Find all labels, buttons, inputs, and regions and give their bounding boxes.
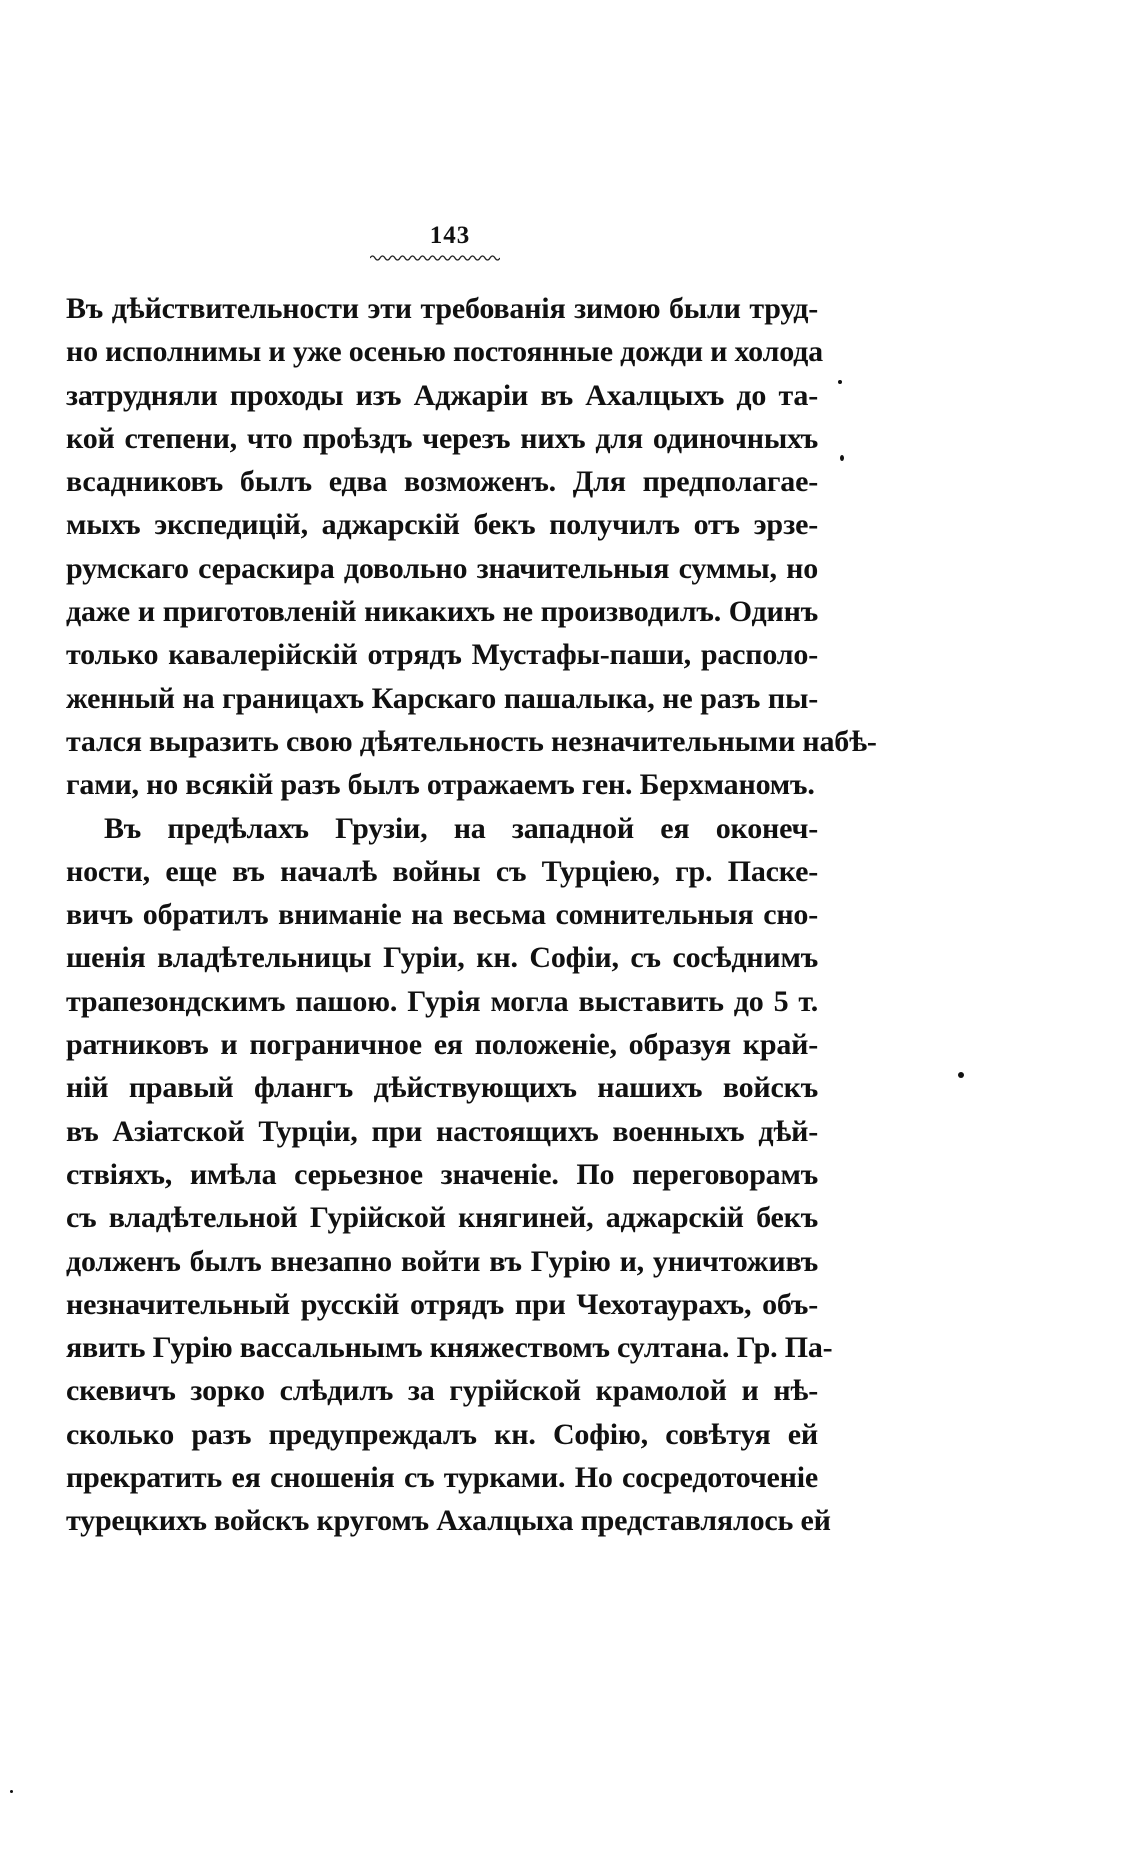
scan-speck: [10, 1790, 13, 1793]
text-line: тался выразить свою дѣятельность незначительными набѣ-: [66, 724, 877, 758]
text-line: ратниковъ и пограничное ея положеніе, образуя край-: [66, 1028, 818, 1062]
text-line: ности, еще въ началѣ войны съ Турціею, гр. Паске-: [66, 854, 818, 888]
text-line: ствіяхъ, имѣла серьезное значеніе. По переговорамъ: [66, 1157, 818, 1191]
text-line: румскаго сераскира довольно значительныя суммы, но: [66, 551, 818, 585]
text-line: шенія владѣтельницы Гуріи, кн. Софіи, съ сосѣднимъ: [66, 941, 818, 975]
scan-speck: [840, 455, 844, 461]
text-line: мыхъ экспедицій, аджарскій бекъ получилъ отъ эрзе-: [66, 508, 818, 542]
text-line: ній правый флангъ дѣйствующихъ нашихъ войскъ: [66, 1071, 818, 1105]
text-line: затрудняли проходы изъ Аджаріи въ Ахалцыхъ до та-: [66, 378, 818, 412]
page-number-ornament: [370, 253, 500, 263]
text-line: женный на границахъ Карскаго пашалыка, не разъ пы-: [66, 681, 818, 715]
text-line: Въ дѣйствительности эти требованія зимою были труд-: [66, 292, 818, 325]
text-line: кой степени, что проѣздъ черезъ нихъ для одиночныхъ: [66, 421, 818, 455]
text-line: гами, но всякій разъ былъ отражаемъ ген. Берхманомъ.: [66, 768, 815, 802]
text-line: даже и приготовленій никакихъ не производилъ. Одинъ: [66, 595, 818, 629]
text-line: съ владѣтельной Гурійской княгиней, аджарскій бекъ: [66, 1201, 818, 1235]
text-line: трапезондскимъ пашою. Гурія могла выставить до 5 т.: [66, 984, 818, 1018]
text-line: долженъ былъ внезапно войти въ Гурію и, уничтоживъ: [66, 1244, 818, 1278]
text-line: явить Гурію вассальнымъ княжествомъ султана. Гр. Па-: [66, 1331, 833, 1365]
scan-speck: [958, 1072, 964, 1078]
text-line: въ Азіатской Турціи, при настоящихъ военныхъ дѣй-: [66, 1114, 818, 1148]
text-line: турецкихъ войскъ кругомъ Ахалцыха представлялось ей: [66, 1504, 831, 1538]
text-line: сколько разъ предупреждалъ кн. Софію, совѣтуя ей: [66, 1417, 818, 1451]
text-line: незначительный русскій отрядъ при Чехотаурахъ, объ-: [66, 1287, 818, 1321]
text-line: но исполнимы и уже осенью постоянные дожди и холода: [66, 335, 823, 369]
text-line: прекратить ея сношенія съ турками. Но сосредоточеніе: [66, 1461, 818, 1495]
page-number: 143: [429, 222, 471, 249]
text-line-paragraph-start: Въ предѣлахъ Грузіи, на западной ея оконеч-: [104, 811, 818, 845]
text-line: вичъ обратилъ вниманіе на весьма сомнительныя сно-: [66, 898, 818, 932]
text-line: скевичъ зорко слѣдилъ за гурійской крамолой и нѣ-: [66, 1374, 818, 1408]
text-line: только кавалерійскій отрядъ Мустафы-паши, располо-: [66, 638, 818, 672]
body-text: [66, 287, 877, 1543]
text-line: всадниковъ былъ едва возможенъ. Для предполагае-: [66, 465, 818, 499]
scan-speck: [838, 380, 842, 384]
